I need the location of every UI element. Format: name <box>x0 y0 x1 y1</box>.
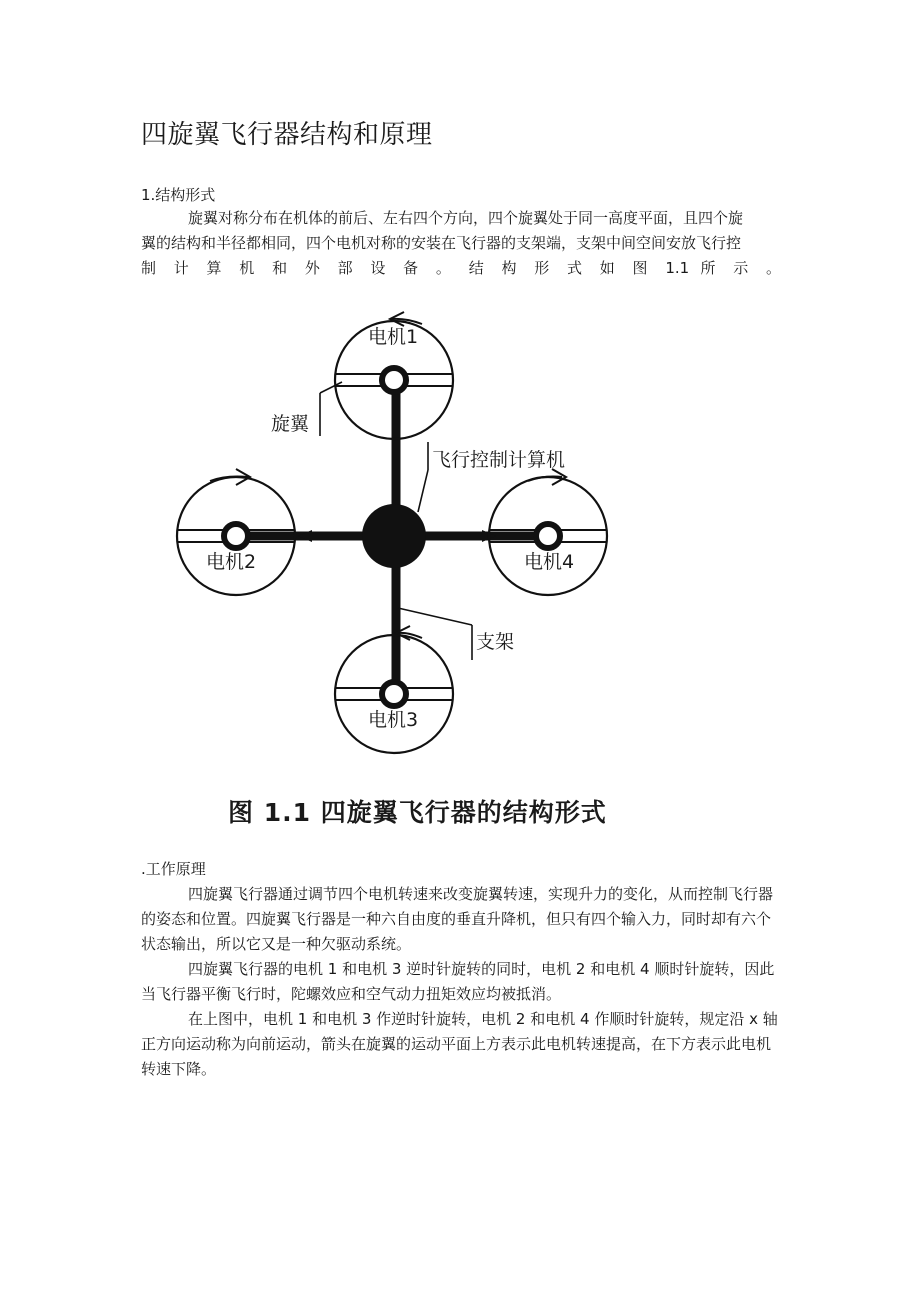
motor-2-label: 电机2 <box>206 551 257 573</box>
motor-1-label: 电机1 <box>368 326 419 348</box>
rotor-callout-line <box>320 382 342 393</box>
section-heading-structure: 1.结构形式 <box>141 186 216 204</box>
quadrotor-structure-diagram <box>170 300 630 770</box>
diagram-svg <box>170 300 630 770</box>
frame-label: 支架 <box>476 631 515 653</box>
principle-paragraph-2: 四旋翼飞行器的电机 1 和电机 3 逆时针旋转的同时，电机 2 和电机 4 顺时针旋转，因此当飞行器平衡飞行时，陀螺效应和空气动力扭矩效应均被抵消。 <box>141 960 775 1003</box>
rotor-label: 旋翼 <box>271 413 310 435</box>
figure-caption: 图 1.1 四旋翼飞行器的结构形式 <box>228 798 607 827</box>
structure-paragraph-line-3: 制 计 算 机 和 外 部 设 备 。 结 构 形 式 如 图 1.1 所 示 。 <box>141 259 781 277</box>
principle-paragraph-1: 四旋翼飞行器通过调节四个电机转速来改变旋翼转速，实现升力的变化，从而控制飞行器的姿态和位置。四旋翼飞行器是一种六自由度的垂直升降机，但只有四个输入力，同时却有六个状态输出，所以它又是一种欠驱动系统。 <box>141 885 774 953</box>
section-heading-principle: .工作原理 <box>141 860 206 878</box>
motor-3-label: 电机3 <box>368 709 419 731</box>
structure-paragraph-line-2: 翼的结构和半径都相同，四个电机对称的安装在飞行器的支架端，支架中间空间安放飞行控 <box>141 234 742 252</box>
page-title: 四旋翼飞行器结构和原理 <box>141 120 433 150</box>
flight-computer-body <box>362 504 426 568</box>
flight-computer-label: 飞行控制计算机 <box>432 449 566 471</box>
frame-callout-line <box>398 608 472 625</box>
flight-computer-callout-line <box>418 470 428 512</box>
structure-paragraph-line-1: 旋翼对称分布在机体的前后、左右四个方向，四个旋翼处于同一高度平面，且四个旋 <box>188 209 744 227</box>
principle-paragraph-3: 在上图中，电机 1 和电机 3 作逆时针旋转，电机 2 和电机 4 作顺时针旋转，规定沿 x 轴正方向运动称为向前运动，箭头在旋翼的运动平面上方表示此电机转速提高，在下方表示此电机转速下降。 <box>141 1010 778 1078</box>
motor-4-label: 电机4 <box>524 551 575 573</box>
